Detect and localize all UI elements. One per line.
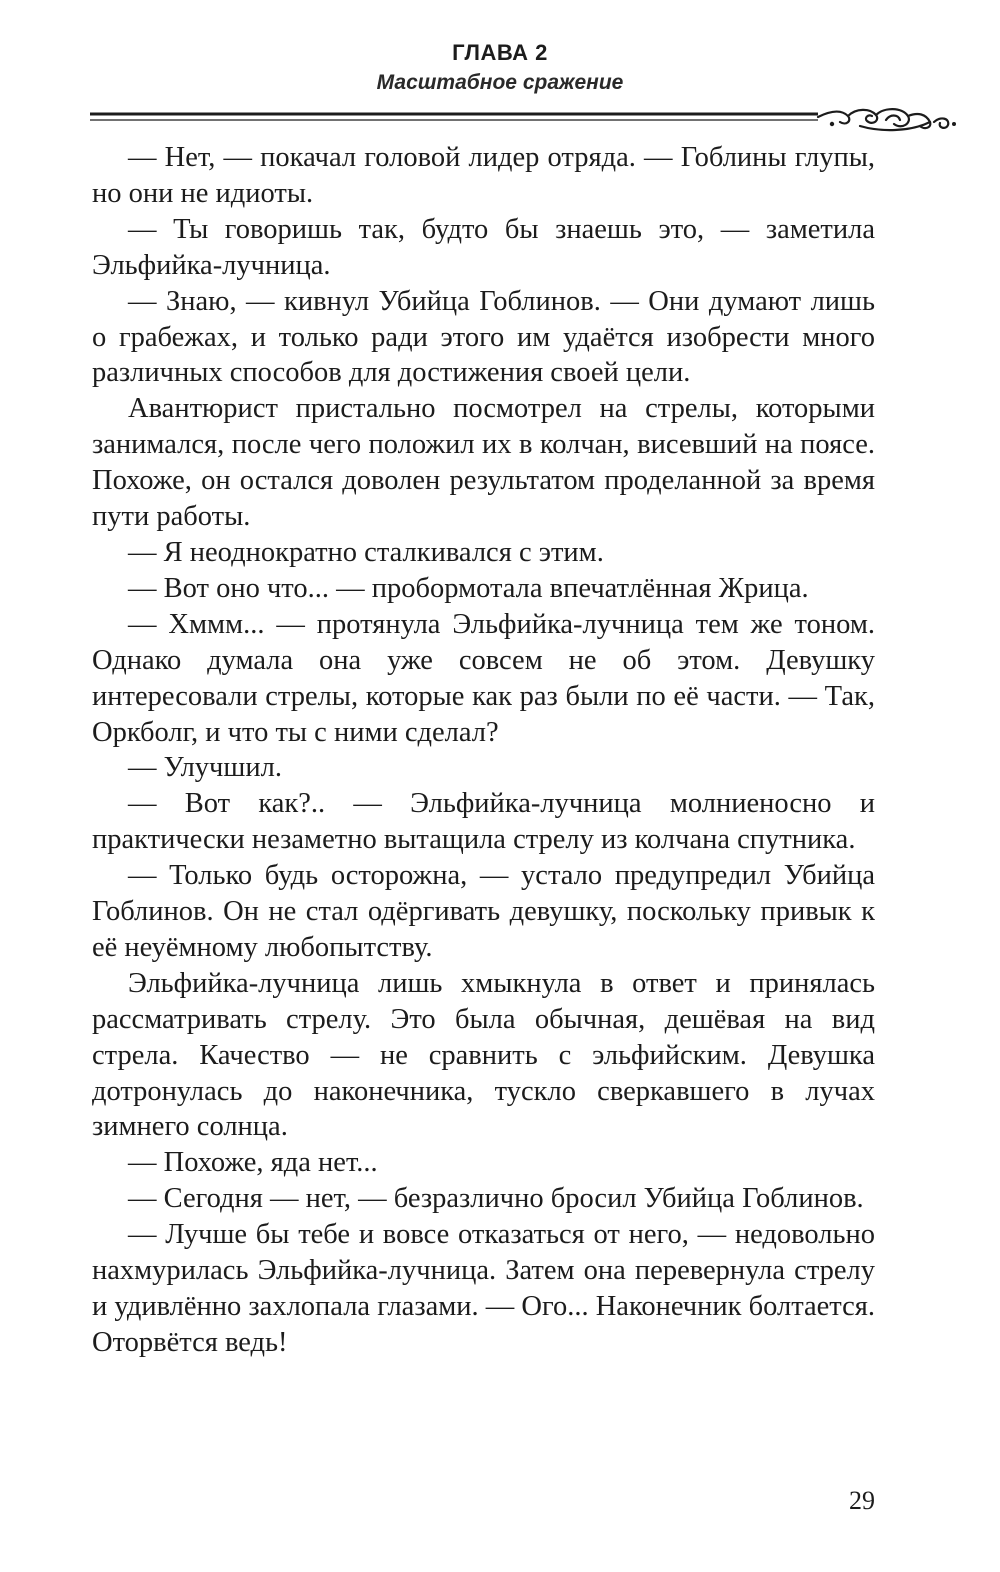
- paragraph: Эльфийка-лучница лишь хмыкнула в ответ и принялась рассматривать стрелу. Это была обычная, дешёвая на вид стрела. Качество — не сравнить с эльфийским. Девушка дотронулась до наконечника, тускло сверкавшего в лучах зимнего солнца.: [92, 967, 875, 1143]
- paragraph: — Знаю, — кивнул Убийца Гоблинов. — Они думают лишь о грабежах, и только ради этого им удаётся изобрести много различных способов для достижения своей цели.: [92, 285, 875, 389]
- paragraph: — Ты говоришь так, будто бы знаешь это, — заметила Эльфийка-лучница.: [92, 213, 875, 281]
- paragraph: Авантюрист пристально посмотрел на стрелы, которыми занимался, после чего положил их в колчан, висевший на поясе. Похоже, он остался доволен результатом проделанной за время пути работы.: [92, 393, 875, 533]
- paragraph: — Я неоднократно сталкивался с этим.: [128, 536, 604, 568]
- paragraph: — Нет, — покачал головой лидер отряда. — Гоблины глупы, но они не идиоты.: [92, 142, 875, 209]
- body-text: [92, 140, 875, 1361]
- paragraph: — Похоже, яда нет...: [128, 1147, 378, 1179]
- paragraph: — Сегодня — нет, — безразлично бросил Убийца Гоблинов.: [128, 1183, 864, 1215]
- page-number: 29: [849, 1486, 875, 1515]
- running-header: [0, 38, 1000, 98]
- paragraph: — Лучше бы тебе и вовсе отказаться от него, — недовольно нахмурилась Эльфийка-лучница. Затем она перевернула стрелу и удивлённо захлопала глазами. — Ого... Наконечник болтается. Оторвётся ведь!: [92, 1219, 875, 1358]
- paragraph: — Только будь осторожна, — устало предупредил Убийца Гоблинов. Он не стал одёргивать девушку, поскольку привык к её неуёмному любопытству.: [92, 860, 875, 963]
- chapter-title: Масштабное сражение: [376, 71, 624, 94]
- paragraph: — Вот как?.. — Эльфийка-лучница молниеносно и практически незаметно вытащила стрелу из колчана спутника.: [92, 788, 875, 856]
- paragraph: — Улучшил.: [128, 752, 282, 784]
- paragraph: — Вот оно что... — пробормотала впечатлённая Жрица.: [128, 572, 809, 604]
- paragraph: — Хммм... — протянула Эльфийка-лучница тем же тоном. Однако думала она уже совсем не об этом. Девушку интересовали стрелы, которые как раз были по её части. — Так, Оркболг, и что ты с ними сделал?: [92, 608, 875, 748]
- flourish-ornament-icon: [818, 109, 948, 130]
- header-ornament-rule: [90, 108, 960, 138]
- chapter-label: ГЛАВА 2: [452, 40, 548, 65]
